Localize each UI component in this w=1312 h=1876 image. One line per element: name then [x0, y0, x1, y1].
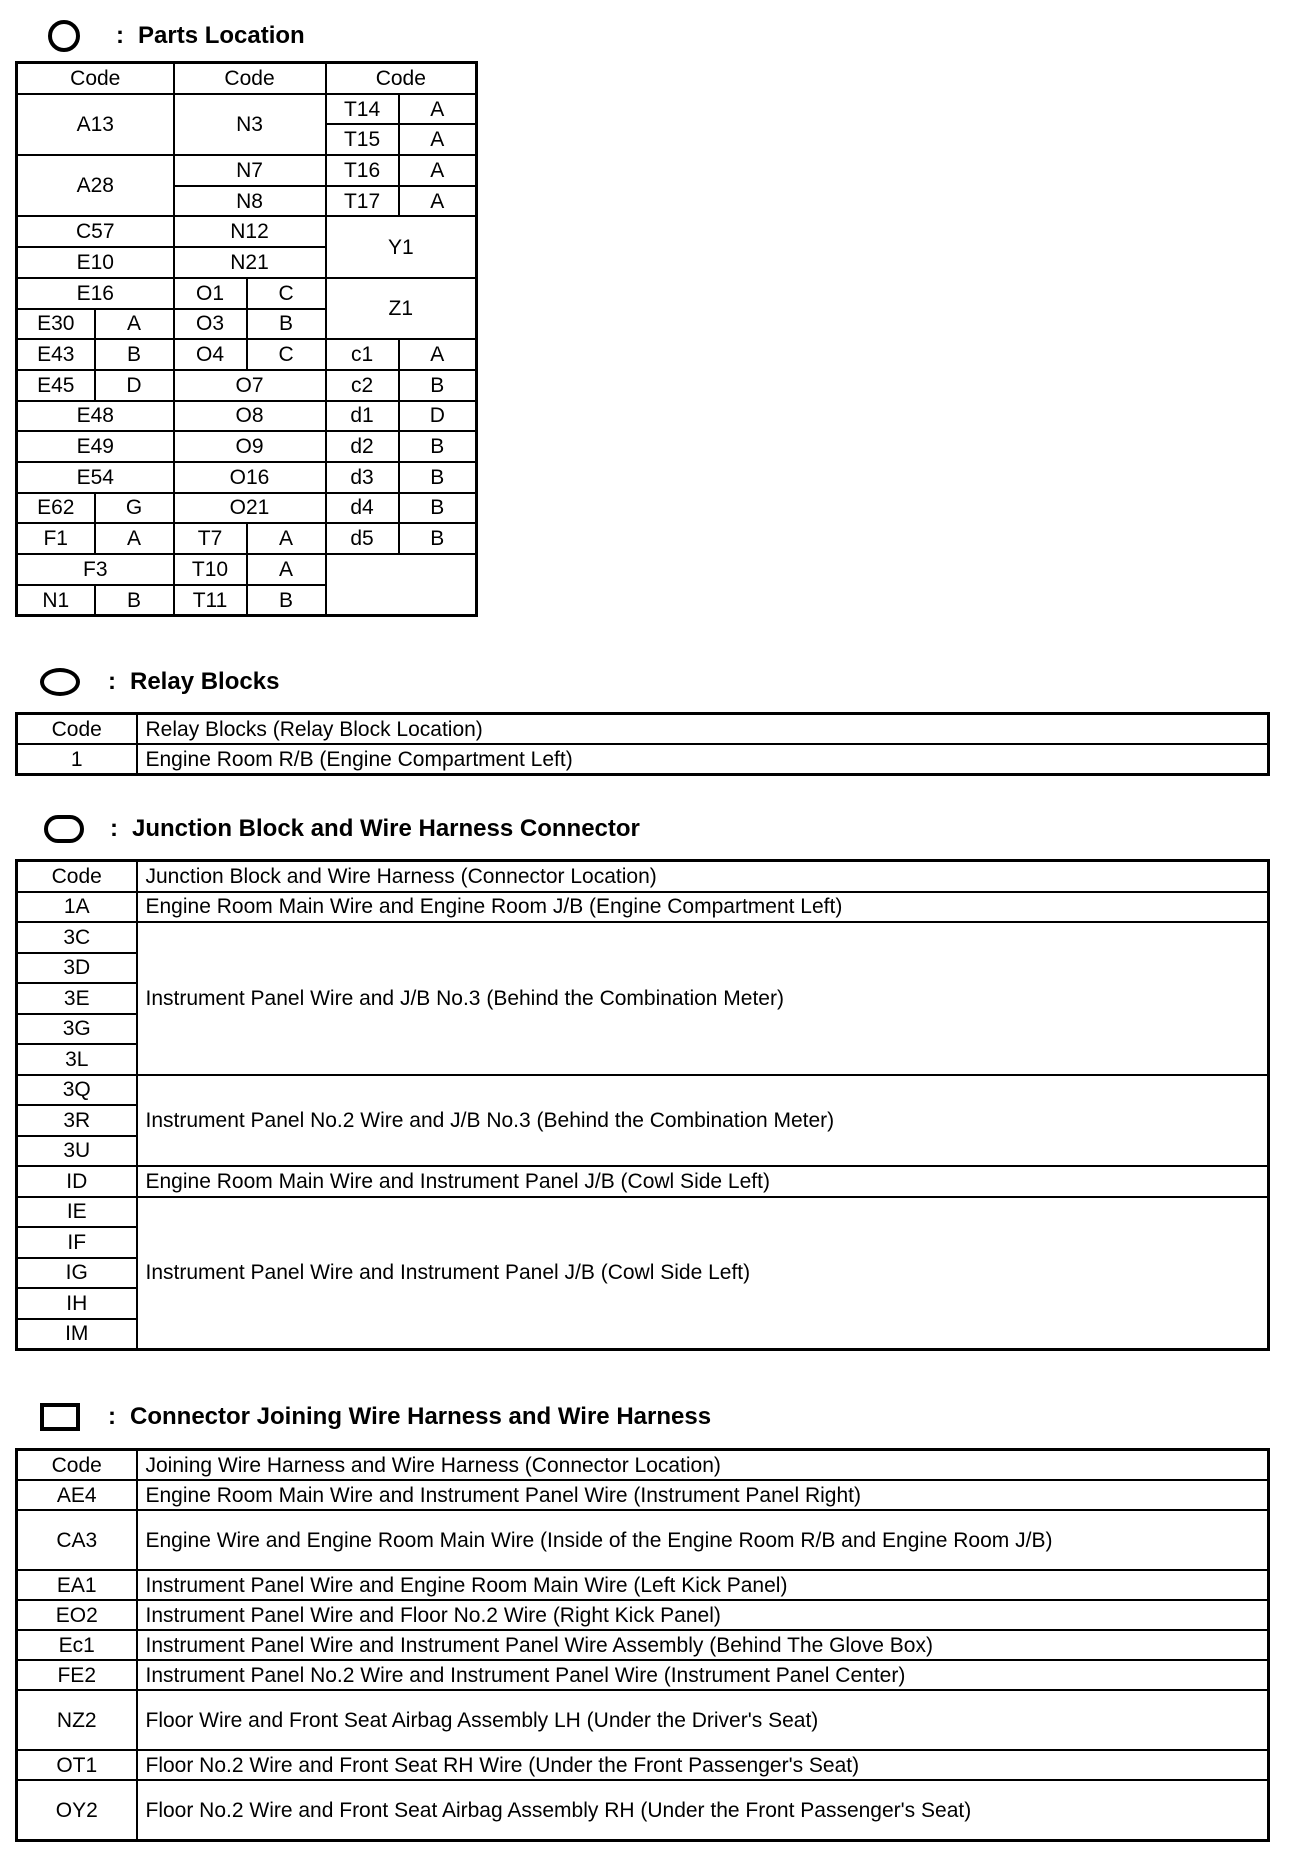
description-cell: Instrument Panel Wire and Instrument Panel J/B (Cowl Side Left) — [137, 1197, 1269, 1350]
table-row — [17, 339, 477, 370]
relay-blocks-title: Relay Blocks — [130, 668, 280, 695]
table-row — [17, 892, 1269, 923]
sub-code-cell: G — [95, 493, 174, 524]
table-header-row — [17, 63, 477, 94]
table-row — [17, 523, 477, 554]
heading-colon: : — [108, 668, 116, 695]
parts-location-heading — [48, 16, 305, 56]
table-row — [17, 922, 1269, 953]
junction-block-table — [15, 859, 1270, 1351]
table-header-row — [17, 861, 1269, 892]
code-cell: N7 — [174, 155, 326, 186]
table-row — [17, 431, 477, 462]
relay-blocks-heading — [40, 662, 279, 702]
table-row — [17, 216, 477, 247]
code-cell: CA3 — [17, 1510, 137, 1570]
table-row — [17, 1690, 1269, 1750]
relay-blocks-table — [15, 712, 1270, 776]
code-cell: 3R — [17, 1105, 137, 1136]
description-cell: Instrument Panel Wire and Engine Room Main Wire (Left Kick Panel) — [137, 1570, 1269, 1600]
description-cell: Engine Room Main Wire and Instrument Panel Wire (Instrument Panel Right) — [137, 1480, 1269, 1510]
description-cell: Floor No.2 Wire and Front Seat Airbag Assembly RH (Under the Front Passenger's Seat) — [137, 1780, 1269, 1841]
code-cell: T16 — [326, 155, 399, 186]
table-row — [17, 401, 477, 432]
code-cell: T14 — [326, 94, 399, 125]
code-cell: O7 — [174, 370, 326, 401]
empty-cell — [326, 554, 477, 616]
code-cell: OT1 — [17, 1750, 137, 1780]
code-header: Code — [17, 1450, 137, 1481]
table-row — [17, 1660, 1269, 1690]
rounded-rect-symbol — [44, 815, 84, 843]
circle-symbol — [48, 20, 80, 52]
code-cell: 3Q — [17, 1075, 137, 1106]
code-cell: O4 — [174, 339, 247, 370]
sub-code-cell: A — [399, 94, 477, 125]
table-row — [17, 1750, 1269, 1780]
code-cell: EO2 — [17, 1600, 137, 1630]
code-cell: F1 — [17, 523, 95, 554]
sub-code-cell: A — [399, 186, 477, 217]
sub-code-cell: A — [95, 523, 174, 554]
code-cell: IF — [17, 1227, 137, 1258]
heading-colon: : — [116, 22, 124, 49]
description-cell: Engine Room R/B (Engine Compartment Left) — [137, 744, 1269, 775]
code-cell: ID — [17, 1166, 137, 1197]
code-cell: F3 — [17, 554, 174, 585]
description-cell: Instrument Panel Wire and J/B No.3 (Behind the Combination Meter) — [137, 922, 1269, 1075]
code-cell: O8 — [174, 401, 326, 432]
table-row — [17, 155, 477, 186]
junction-block-title: Junction Block and Wire Harness Connector — [132, 815, 640, 842]
table-row — [17, 1166, 1269, 1197]
description-cell: Floor Wire and Front Seat Airbag Assembly LH (Under the Driver's Seat) — [137, 1690, 1269, 1750]
location-header: Relay Blocks (Relay Block Location) — [137, 714, 1269, 745]
description-cell: Instrument Panel Wire and Floor No.2 Wire (Right Kick Panel) — [137, 1600, 1269, 1630]
sub-code-cell: B — [95, 339, 174, 370]
code-cell: 1 — [17, 744, 137, 775]
rectangle-symbol — [40, 1403, 80, 1431]
description-cell: Floor No.2 Wire and Front Seat RH Wire (Under the Front Passenger's Seat) — [137, 1750, 1269, 1780]
table-row — [17, 1570, 1269, 1600]
sub-code-cell: B — [399, 462, 477, 493]
code-cell: E30 — [17, 309, 95, 340]
code-cell: c2 — [326, 370, 399, 401]
parts-location-table — [15, 61, 478, 617]
code-cell: Z1 — [326, 278, 477, 339]
code-cell: c1 — [326, 339, 399, 370]
sub-code-cell: B — [399, 431, 477, 462]
table-row — [17, 744, 1269, 775]
code-cell: T10 — [174, 554, 247, 585]
sub-code-cell: C — [247, 339, 326, 370]
code-header-2: Code — [174, 63, 326, 94]
code-cell: O21 — [174, 493, 326, 524]
code-cell: IG — [17, 1258, 137, 1289]
code-header-1: Code — [17, 63, 174, 94]
table-row — [17, 1780, 1269, 1841]
code-cell: 3G — [17, 1014, 137, 1045]
code-cell: E16 — [17, 278, 174, 309]
code-cell: NZ2 — [17, 1690, 137, 1750]
code-cell: N3 — [174, 94, 326, 155]
code-cell: 1A — [17, 892, 137, 923]
code-header: Code — [17, 861, 137, 892]
code-cell: A13 — [17, 94, 174, 155]
code-cell: A28 — [17, 155, 174, 216]
table-row — [17, 1510, 1269, 1570]
description-cell: Instrument Panel Wire and Instrument Panel Wire Assembly (Behind The Glove Box) — [137, 1630, 1269, 1660]
code-cell: d2 — [326, 431, 399, 462]
sub-code-cell: A — [247, 554, 326, 585]
sub-code-cell: B — [247, 585, 326, 616]
code-cell: d4 — [326, 493, 399, 524]
sub-code-cell: B — [247, 309, 326, 340]
code-cell: E10 — [17, 247, 174, 278]
code-cell: O3 — [174, 309, 247, 340]
code-cell: T7 — [174, 523, 247, 554]
code-cell: OY2 — [17, 1780, 137, 1841]
code-cell: E54 — [17, 462, 174, 493]
code-cell: E45 — [17, 370, 95, 401]
table-row — [17, 1197, 1269, 1228]
parts-location-title: Parts Location — [138, 22, 305, 49]
table-row — [17, 1480, 1269, 1510]
sub-code-cell: A — [399, 155, 477, 186]
sub-code-cell: B — [95, 585, 174, 616]
heading-colon: : — [110, 815, 118, 842]
location-header: Joining Wire Harness and Wire Harness (Connector Location) — [137, 1450, 1269, 1481]
code-cell: d5 — [326, 523, 399, 554]
code-cell: N12 — [174, 216, 326, 247]
connector-joining-table — [15, 1448, 1270, 1842]
table-row — [17, 1600, 1269, 1630]
description-cell: Engine Wire and Engine Room Main Wire (Inside of the Engine Room R/B and Engine Room J/B) — [137, 1510, 1269, 1570]
oval-symbol — [40, 668, 80, 696]
sub-code-cell: D — [399, 401, 477, 432]
code-cell: N8 — [174, 186, 326, 217]
junction-block-heading — [44, 809, 640, 849]
code-cell: 3C — [17, 922, 137, 953]
description-cell: Engine Room Main Wire and Engine Room J/B (Engine Compartment Left) — [137, 892, 1269, 923]
code-cell: E43 — [17, 339, 95, 370]
code-cell: 3E — [17, 983, 137, 1014]
code-cell: 3U — [17, 1136, 137, 1167]
sub-code-cell: A — [399, 339, 477, 370]
code-cell: E48 — [17, 401, 174, 432]
code-cell: E62 — [17, 493, 95, 524]
code-cell: IE — [17, 1197, 137, 1228]
table-header-row — [17, 1450, 1269, 1481]
code-cell: IH — [17, 1288, 137, 1319]
code-cell: 3D — [17, 953, 137, 984]
code-cell: N21 — [174, 247, 326, 278]
code-cell: O16 — [174, 462, 326, 493]
table-row — [17, 554, 477, 585]
table-row — [17, 94, 477, 125]
heading-colon: : — [108, 1403, 116, 1430]
code-cell: T17 — [326, 186, 399, 217]
code-cell: N1 — [17, 585, 95, 616]
code-cell: EA1 — [17, 1570, 137, 1600]
description-cell: Instrument Panel No.2 Wire and Instrument Panel Wire (Instrument Panel Center) — [137, 1660, 1269, 1690]
code-cell: T11 — [174, 585, 247, 616]
code-cell: d3 — [326, 462, 399, 493]
code-cell: Y1 — [326, 216, 477, 277]
code-cell: T15 — [326, 124, 399, 155]
table-row — [17, 493, 477, 524]
table-row — [17, 462, 477, 493]
code-cell: O9 — [174, 431, 326, 462]
table-row — [17, 1075, 1269, 1106]
description-cell: Instrument Panel No.2 Wire and J/B No.3 (Behind the Combination Meter) — [137, 1075, 1269, 1167]
description-cell: Engine Room Main Wire and Instrument Panel J/B (Cowl Side Left) — [137, 1166, 1269, 1197]
connector-joining-heading — [40, 1397, 711, 1437]
table-row — [17, 370, 477, 401]
code-cell: FE2 — [17, 1660, 137, 1690]
sub-code-cell: A — [399, 124, 477, 155]
code-cell: d1 — [326, 401, 399, 432]
code-header: Code — [17, 714, 137, 745]
table-row — [17, 278, 477, 309]
connector-joining-title: Connector Joining Wire Harness and Wire Harness — [130, 1403, 712, 1430]
sub-code-cell: A — [95, 309, 174, 340]
code-cell: Ec1 — [17, 1630, 137, 1660]
sub-code-cell: A — [247, 523, 326, 554]
table-header-row — [17, 714, 1269, 745]
table-row — [17, 1630, 1269, 1660]
sub-code-cell: C — [247, 278, 326, 309]
code-cell: AE4 — [17, 1480, 137, 1510]
location-header: Junction Block and Wire Harness (Connector Location) — [137, 861, 1269, 892]
code-cell: 3L — [17, 1044, 137, 1075]
code-cell: C57 — [17, 216, 174, 247]
sub-code-cell: B — [399, 370, 477, 401]
code-cell: O1 — [174, 278, 247, 309]
code-header-3: Code — [326, 63, 477, 94]
sub-code-cell: B — [399, 523, 477, 554]
code-cell: IM — [17, 1319, 137, 1350]
code-cell: E49 — [17, 431, 174, 462]
sub-code-cell: B — [399, 493, 477, 524]
sub-code-cell: D — [95, 370, 174, 401]
